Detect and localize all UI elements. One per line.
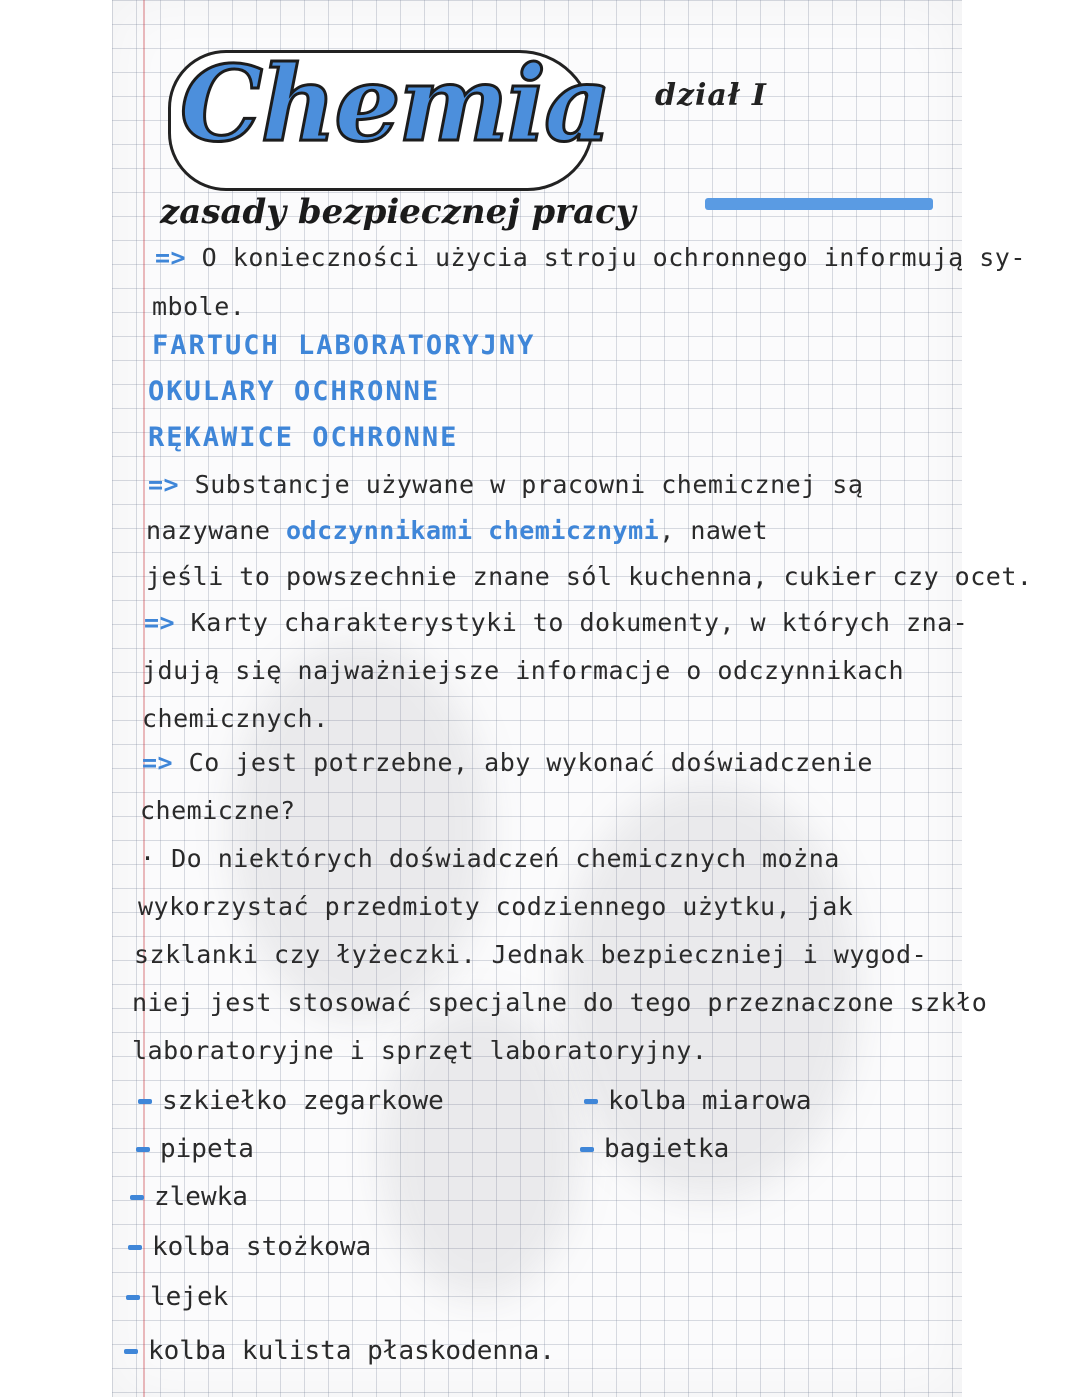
equipment-label: lejek xyxy=(150,1282,229,1312)
text: , nawet xyxy=(659,516,769,545)
arrow-icon: => xyxy=(144,608,176,637)
dash-icon xyxy=(126,1295,140,1300)
caps-item: OKULARY OCHRONNE xyxy=(148,376,441,407)
paragraph-line xyxy=(144,608,968,637)
text: Substancje używane w pracowni chemicznej są xyxy=(194,470,864,499)
highlight-term: odczynnikami chemicznymi xyxy=(285,516,660,545)
text: nazywane xyxy=(146,516,271,545)
dash-icon xyxy=(130,1195,144,1200)
equipment-label: kolba stożkowa xyxy=(152,1232,372,1262)
section-label: dział I xyxy=(655,78,767,113)
dash-icon xyxy=(580,1147,594,1152)
equipment-label: zlewka xyxy=(154,1182,248,1212)
equipment-label: kolba kulista płaskodenna. xyxy=(148,1336,555,1366)
paragraph-line: jeśli to powszechnie znane sól kuchenna, cukier czy ocet. xyxy=(146,562,1033,591)
subtitle: zasady bezpiecznej pracy xyxy=(160,192,636,232)
paragraph-line: niej jest stosować specjalne do tego przeznaczone szkło xyxy=(132,988,988,1017)
paragraph-line: · Do niektórych doświadczeń chemicznych można xyxy=(140,844,840,873)
title-block xyxy=(160,30,610,190)
equipment-label: bagietka xyxy=(604,1134,730,1164)
caps-item: FARTUCH LABORATORYJNY xyxy=(152,330,536,361)
equipment-label: szkiełko zegarkowe xyxy=(162,1086,444,1116)
dash-icon xyxy=(584,1099,598,1104)
paragraph-line: jdują się najważniejsze informacje o odczynnikach xyxy=(142,656,905,685)
paragraph-line xyxy=(155,243,1026,272)
equipment-label: pipeta xyxy=(160,1134,254,1164)
equipment-item xyxy=(138,1086,444,1116)
dash-icon xyxy=(124,1349,138,1354)
equipment-item xyxy=(136,1134,254,1164)
paragraph-line: wykorzystać przedmioty codziennego użytku, jak xyxy=(138,892,854,921)
equipment-item xyxy=(128,1232,371,1262)
equipment-item xyxy=(126,1282,228,1312)
dash-icon xyxy=(128,1245,142,1250)
equipment-item xyxy=(584,1086,812,1116)
paragraph-line: szklanki czy łyżeczki. Jednak bezpieczniej i wygod- xyxy=(134,940,928,969)
arrow-icon: => xyxy=(155,243,187,272)
equipment-item xyxy=(124,1336,555,1366)
text: Co jest potrzebne, aby wykonać doświadczenie xyxy=(188,748,873,777)
paragraph-line: chemicznych. xyxy=(142,704,329,733)
text: Karty charakterystyki to dokumenty, w których zna- xyxy=(190,608,969,637)
paragraph-line xyxy=(148,470,863,499)
equipment-item xyxy=(580,1134,729,1164)
arrow-icon: => xyxy=(148,470,180,499)
paragraph-line: mbole. xyxy=(152,292,246,321)
paragraph-line: laboratoryjne i sprzęt laboratoryjny. xyxy=(132,1036,708,1065)
paragraph-line xyxy=(142,748,873,777)
paragraph-line xyxy=(146,516,768,545)
highlight-bar xyxy=(705,198,933,210)
caps-item: RĘKAWICE OCHRONNE xyxy=(148,422,459,453)
dash-icon xyxy=(136,1147,150,1152)
paragraph-line: chemiczne? xyxy=(140,796,296,825)
arrow-icon: => xyxy=(142,748,174,777)
equipment-item xyxy=(130,1182,248,1212)
page-title: Chemia xyxy=(180,42,610,165)
equipment-label: kolba miarowa xyxy=(608,1086,812,1116)
dash-icon xyxy=(138,1099,152,1104)
text: O konieczności użycia stroju ochronnego informują sy- xyxy=(201,243,1026,272)
